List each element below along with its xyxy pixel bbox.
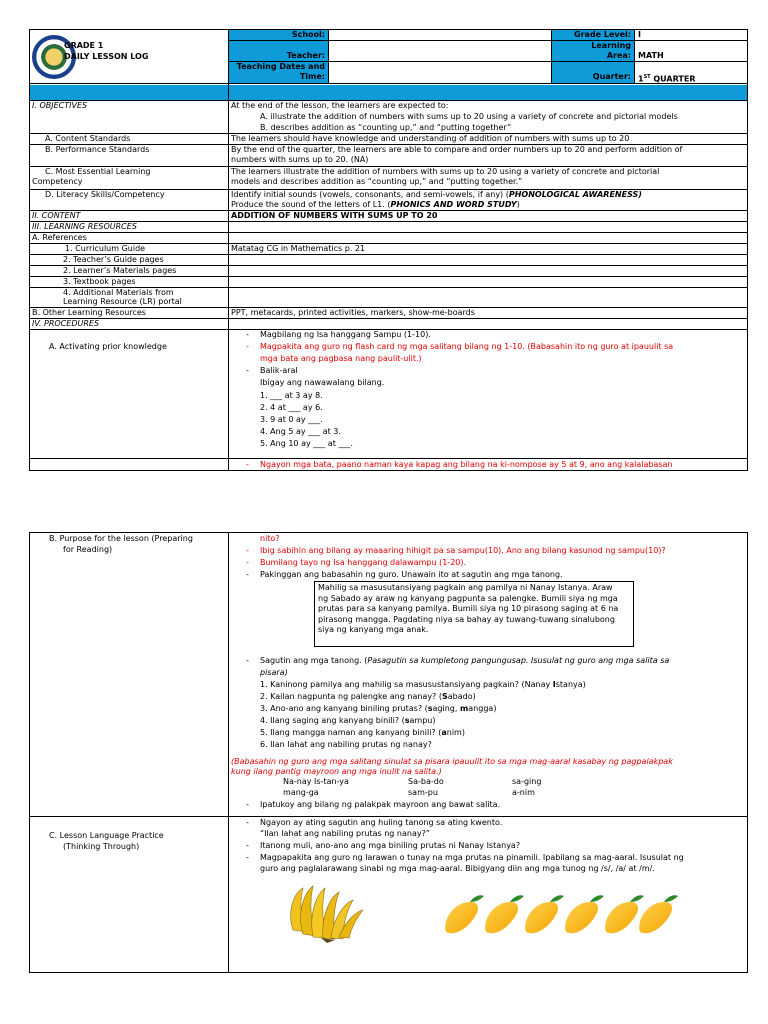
performance-standards-line-1: By the end of the quarter, the learners are able to compare and order numbers up to 20 and perform addition of [231,145,683,154]
school-label: School: [291,30,325,39]
performance-standards-line-2: numbers with sums up to 20. (NA) [231,155,369,164]
activating-label: A. Activating prior knowledge [49,342,167,351]
additional-materials-label-1: 4. Additional Materials from [63,288,174,297]
bullet-dash: - [246,800,249,809]
literacy-line-2: Produce the sound of the letters of L1. (PHONICS AND WORD STUDY) [231,200,520,209]
bullet-dash: - [246,330,249,339]
activating-line-2b: mga bata ang pagbasa nang paulit-ulit.) [260,354,422,363]
syllable-word: Sa-ba-do [408,777,444,786]
literacy-label: D. Literacy Skills/Competency [45,190,165,199]
practice-line-2: Itanong muli, ano-ano ang mga biniling prutas ni Nanay Istanya? [260,841,521,850]
purpose-label-1: B. Purpose for the lesson (Preparing [49,534,193,543]
area-label-1: Learning [591,41,631,50]
content-standards-value: The learners should have knowledge and understanding of addition of numbers with sums up to 20 [231,134,630,143]
curriculum-guide-value: Matatag CG in Mathematics p. 21 [231,244,366,253]
purpose-line-1: Ibig sabihin ang bilang ay maaaring hihigit pa sa sampu(10). Ano ang bilang kasunod ng sampu(10)? [260,546,666,555]
learners-materials-label: 2. Learner’s Materials pages [63,266,177,275]
practice-label-1: C. Lesson Language Practice [49,831,164,840]
syllable-word: Na-nay Is-tan-ya [283,777,349,786]
story-line: Mahilig sa masusutansiyang pagkain ang pamilya ni Nanay Istanya. Araw [318,583,613,592]
activating-line-4: Ibigay ang nawawalang bilang. [260,378,385,387]
syllable-word: sam-pu [408,788,438,797]
story-line: ng Sabado ay araw ng kanyang pagpunta sa palengke. Bumili siya ng mga [318,593,618,603]
quarter-label: Quarter: [592,72,631,81]
literacy-line-1: Identify initial sounds (vowels, consonants, and semi-vowels, if any) (PHONOLOGICAL AWARENESS) [231,190,642,199]
learning-resources-label: III. LEARNING RESOURCES [32,222,137,231]
purpose-label-2: for Reading) [63,545,113,554]
melc-label-2: Competency [32,177,83,186]
banana-bunch-icon [283,882,367,944]
content-label: II. CONTENT [32,211,81,220]
dates-label-1: Teaching Dates and [236,62,325,71]
list-item: 2. 4 at ___ ay 6. [260,403,323,412]
bullet-dash: - [246,570,249,579]
syllable-word: sa-ging [512,777,542,786]
question-6: 6. Ilan lahat ang nabiling prutas ng nanay? [260,740,432,749]
syllable-word: a-nim [512,788,535,797]
practice-line-3a: Magpapakita ang guro ng larawan o tunay na mga prutas na pinamili. Ipabilang sa mag-aaral. Isusulat ng [260,853,684,862]
practice-line-1a: Ngayon ay ating sagutin ang huling tanong sa ating kwento. [260,818,503,827]
story-line: pirasong mangga. Pagdating niya sa bahay ay tuwang-tuwang sinalubong [318,614,615,624]
other-resources-value: PPT, metacards, printed activities, markers, show-me-boards [231,308,475,317]
questions-intro-2: pisara) [260,668,288,677]
performance-standards-label: B. Performance Standards [45,145,150,154]
bullet-dash: - [246,342,249,351]
mangoes-icon [440,892,680,936]
curriculum-guide-label: 1. Curriculum Guide [65,244,146,253]
list-item: 1. ___ at 3 ay 8. [260,391,323,400]
bullet-dash: - [246,460,249,469]
objective-b: B. describes addition as “counting up,” and “putting together” [260,123,512,132]
teacher-label: Teacher: [286,51,325,60]
grade-value: I [638,30,641,39]
activating-line-1: Magbilang ng Isa hanggang Sampu (1-10). [260,330,431,339]
list-item: 4. Ang 5 ay ___ at 3. [260,427,341,436]
melc-label-1: C. Most Essential Learning [45,167,151,176]
bullet-dash: - [246,546,249,555]
quarter-value: 1ST QUARTER [638,74,696,84]
area-value: MATH [638,51,664,60]
content-value: ADDITION OF NUMBERS WITH SUMS UP TO 20 [231,211,438,220]
melc-line-1: The learners illustrate the addition of numbers with sums up to 20 using a variety of concrete and pictorial [231,167,660,176]
header-title-2: DAILY LESSON LOG [64,52,149,61]
bullet-dash: - [246,853,249,862]
references-label: A. References [32,233,87,242]
question-1: 1. Kaninong pamilya ang mahilig sa masusustansiyang pagkain? (Nanay Istanya) [260,680,586,689]
content-standards-label: A. Content Standards [45,134,131,143]
dates-label-2: Time: [299,72,325,81]
procedures-label: IV. PROCEDURES [32,319,100,328]
teacher-note-2: kung ilang pantig mayroon ang mga inulit na salita.) [231,767,442,776]
list-item: 3. 9 at 0 ay ___. [260,415,323,424]
objective-a: A. illustrate the addition of numbers with sums up to 20 using a variety of concrete and pictorial models [260,112,678,121]
question-3: 3. Ano-ano ang kanyang biniling prutas? (saging, mangga) [260,704,497,713]
clap-instruction: Ipatukoy ang bilang ng palakpak mayroon ang bawat salita. [260,800,501,809]
story-line: prutas para sa kanyang pamilya. Bumili siya ng 10 pirasong saging at 6 na [318,604,619,613]
objectives-intro: At the end of the lesson, the learners are expected to: [231,101,449,110]
other-resources-label: B. Other Learning Resources [32,308,146,317]
additional-materials-label-2: Learning Resource (LR) portal [63,297,182,306]
bullet-dash: - [246,841,249,850]
questions-intro: Sagutin ang mga tanong. (Pasagutin sa kumpletong pangungusap. Isusulat ng guro ang mga salita sa [260,656,670,665]
bullet-dash: - [246,656,249,665]
list-item: 5. Ang 10 ay ___ at ___. [260,439,353,448]
practice-label-2: (Thinking Through) [63,842,140,851]
syllable-word: mang-ga [283,788,319,797]
purpose-continuation: nito? [260,534,280,543]
practice-line-1b: “Ilan lahat ang nabiling prutas ng nanay?” [260,829,430,838]
activating-line-3: Balik-aral [260,366,298,375]
teacher-note-1: (Babasahin ng guro ang mga salitang sinulat sa pisara ipauulit ito sa mga mag-aaral kasabay ng pagpalakpak [231,757,673,766]
objectives-label: I. OBJECTIVES [32,101,88,110]
bullet-dash: - [246,366,249,375]
melc-line-2: models and describes addition as “counting up,” and “putting together.” [231,177,523,186]
purpose-line-3: Pakinggan ang babasahin ng guro. Unawain ito at sagutin ang mga tanong. [260,570,563,579]
story-box [314,581,634,647]
area-label-2: Area: [606,51,631,60]
activating-line-2a: Magpakita ang guro ng flash card ng mga salitang bilang ng 1-10. (Babasahin ito ng guro at ipauulit sa [260,342,674,351]
textbook-label: 3. Textbook pages [63,277,136,286]
question-5: 5. Ilang mangga naman ang kanyang binili? (anim) [260,728,465,737]
story-line: siya ng kanyang mga anak. [318,625,429,634]
bullet-dash: - [246,558,249,567]
practice-line-3b: guro ang paglalarawang sinabi ng mga mag-aaral. Bibigyang diin ang mga tunog ng /s/, /a/ at /m/. [260,864,655,873]
question-4: 4. Ilang saging ang kanyang binili? (sampu) [260,716,436,725]
question-2: 2. Kailan nagpunta ng palengke ang nanay? (Sabado) [260,692,476,701]
grade-label: Grade Level: [574,30,631,39]
teachers-guide-label: 2. Teacher’s Guide pages [63,255,164,264]
purpose-line-2: Bumilang tayo ng Isa hanggang dalawampu (1-20). [260,558,467,567]
activating-last-line: Ngayon mga bata, paano naman kaya kapag ang bilang na ki-nompose ay 5 at 9, ano ang kalalabasan [260,460,673,469]
bullet-dash: - [246,818,249,827]
header-title-1: GRADE 1 [64,41,104,50]
